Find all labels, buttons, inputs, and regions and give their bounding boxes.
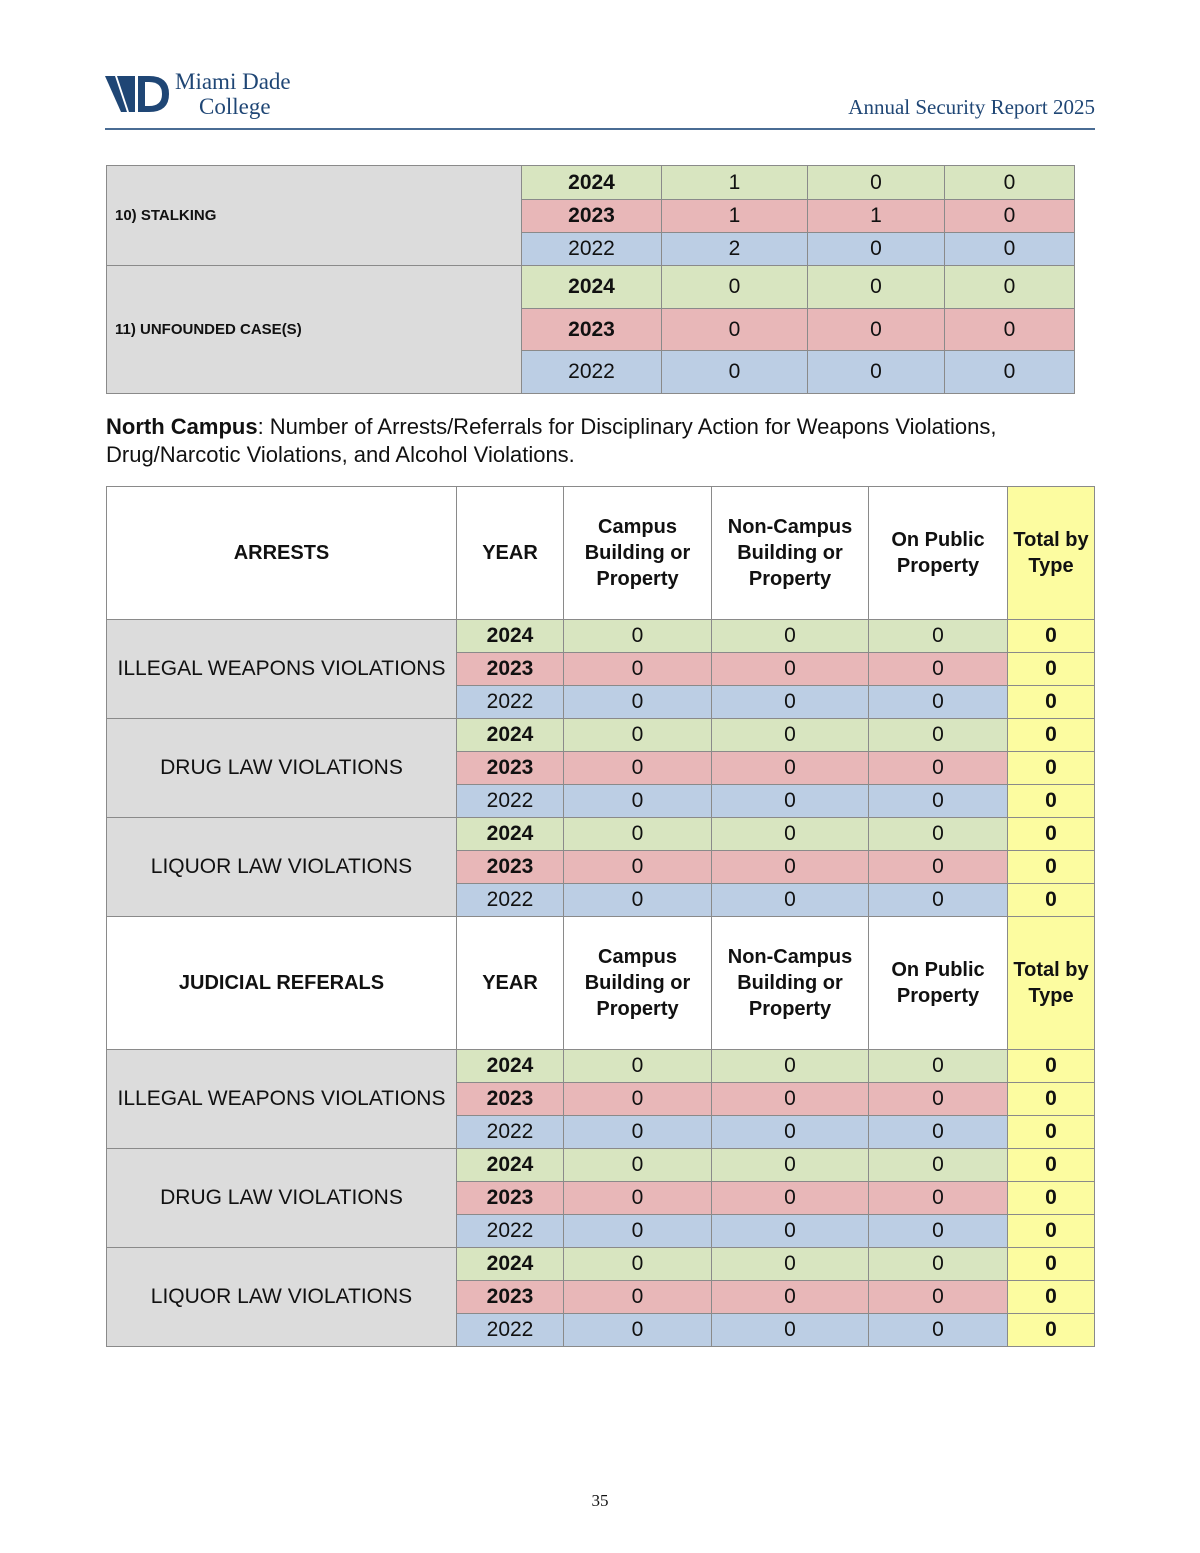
table-caption <box>106 413 1096 469</box>
campus-cell: 0 <box>564 1149 712 1182</box>
logo-text-line1: Miami Dade <box>175 69 291 94</box>
category-label: DRUG LAW VIOLATIONS <box>107 1149 457 1248</box>
campus-cell: 0 <box>564 686 712 719</box>
column-header-total: Total by Type <box>1008 917 1095 1050</box>
value-cell: 0 <box>945 266 1075 309</box>
campus-cell: 0 <box>564 1215 712 1248</box>
noncampus-cell: 0 <box>712 851 869 884</box>
table-row <box>107 266 1075 309</box>
page-header <box>105 66 1095 130</box>
arrests-referrals-table <box>106 486 1095 1347</box>
year-cell: 2023 <box>457 1182 564 1215</box>
value-cell: 2 <box>662 233 808 266</box>
total-cell: 0 <box>1008 1083 1095 1116</box>
noncampus-cell: 0 <box>712 1314 869 1347</box>
year-cell: 2022 <box>457 1116 564 1149</box>
column-header-campus: Campus Building or Property <box>564 487 712 620</box>
column-header-noncampus: Non-Campus Building or Property <box>712 917 869 1050</box>
noncampus-cell: 0 <box>712 884 869 917</box>
year-cell: 2023 <box>457 851 564 884</box>
total-cell: 0 <box>1008 818 1095 851</box>
noncampus-cell: 0 <box>712 686 869 719</box>
noncampus-cell: 0 <box>712 620 869 653</box>
noncampus-cell: 0 <box>712 1083 869 1116</box>
table-row <box>107 1149 1095 1182</box>
column-header-noncampus: Non-Campus Building or Property <box>712 487 869 620</box>
public-cell: 0 <box>869 752 1008 785</box>
year-cell: 2023 <box>457 1281 564 1314</box>
noncampus-cell: 0 <box>712 1149 869 1182</box>
noncampus-cell: 0 <box>712 752 869 785</box>
public-cell: 0 <box>869 1215 1008 1248</box>
total-cell: 0 <box>1008 1314 1095 1347</box>
public-cell: 0 <box>869 620 1008 653</box>
category-label: DRUG LAW VIOLATIONS <box>107 719 457 818</box>
noncampus-cell: 0 <box>712 1248 869 1281</box>
noncampus-cell: 0 <box>712 1215 869 1248</box>
total-cell: 0 <box>1008 752 1095 785</box>
noncampus-cell: 0 <box>712 1182 869 1215</box>
noncampus-cell: 0 <box>712 818 869 851</box>
public-cell: 0 <box>869 1050 1008 1083</box>
table-row <box>107 166 1075 200</box>
year-cell: 2023 <box>457 1083 564 1116</box>
noncampus-cell: 0 <box>712 785 869 818</box>
year-cell: 2023 <box>522 309 662 351</box>
year-cell: 2022 <box>457 686 564 719</box>
value-cell: 0 <box>808 266 945 309</box>
value-cell: 0 <box>662 309 808 351</box>
total-cell: 0 <box>1008 851 1095 884</box>
offense-label: 11) UNFOUNDED CASE(S) <box>107 266 522 394</box>
year-cell: 2024 <box>457 719 564 752</box>
public-cell: 0 <box>869 1116 1008 1149</box>
caption-campus: North Campus <box>106 414 258 439</box>
noncampus-cell: 0 <box>712 1050 869 1083</box>
value-cell: 0 <box>945 309 1075 351</box>
value-cell: 0 <box>945 200 1075 233</box>
table-row <box>107 1050 1095 1083</box>
campus-cell: 0 <box>564 884 712 917</box>
value-cell: 0 <box>808 309 945 351</box>
column-header-campus: Campus Building or Property <box>564 917 712 1050</box>
value-cell: 0 <box>808 351 945 394</box>
md-logo-icon <box>105 72 171 116</box>
public-cell: 0 <box>869 884 1008 917</box>
column-header-total: Total by Type <box>1008 487 1095 620</box>
report-title: Annual Security Report 2025 <box>848 95 1095 119</box>
noncampus-cell: 0 <box>712 653 869 686</box>
header-row <box>107 487 1095 620</box>
campus-cell: 0 <box>564 620 712 653</box>
campus-cell: 0 <box>564 785 712 818</box>
logo-text-line2: College <box>199 94 271 119</box>
total-cell: 0 <box>1008 620 1095 653</box>
campus-cell: 0 <box>564 1248 712 1281</box>
total-cell: 0 <box>1008 785 1095 818</box>
total-cell: 0 <box>1008 884 1095 917</box>
campus-cell: 0 <box>564 653 712 686</box>
public-cell: 0 <box>869 686 1008 719</box>
total-cell: 0 <box>1008 686 1095 719</box>
public-cell: 0 <box>869 1281 1008 1314</box>
table-row <box>107 1248 1095 1281</box>
value-cell: 1 <box>662 166 808 200</box>
year-cell: 2024 <box>457 1050 564 1083</box>
section-title: ARRESTS <box>107 487 457 620</box>
public-cell: 0 <box>869 1314 1008 1347</box>
year-cell: 2023 <box>457 752 564 785</box>
column-header-public: On Public Property <box>869 917 1008 1050</box>
column-header-year: YEAR <box>457 487 564 620</box>
year-cell: 2024 <box>457 620 564 653</box>
public-cell: 0 <box>869 1083 1008 1116</box>
noncampus-cell: 0 <box>712 1281 869 1314</box>
year-cell: 2022 <box>457 1314 564 1347</box>
total-cell: 0 <box>1008 1248 1095 1281</box>
total-cell: 0 <box>1008 1116 1095 1149</box>
total-cell: 0 <box>1008 1215 1095 1248</box>
value-cell: 0 <box>662 266 808 309</box>
value-cell: 0 <box>945 351 1075 394</box>
caption-text: : Number of Arrests/Referrals for Disciplinary Action for Weapons Violations, Drug/Narcotic Violations, and Alcohol Violations. <box>106 414 997 467</box>
campus-cell: 0 <box>564 719 712 752</box>
year-cell: 2024 <box>457 1149 564 1182</box>
noncampus-cell: 0 <box>712 719 869 752</box>
year-cell: 2023 <box>457 653 564 686</box>
year-cell: 2024 <box>522 266 662 309</box>
year-cell: 2022 <box>522 233 662 266</box>
table-row <box>107 719 1095 752</box>
total-cell: 0 <box>1008 1281 1095 1314</box>
table-row <box>107 620 1095 653</box>
year-cell: 2022 <box>457 785 564 818</box>
total-cell: 0 <box>1008 653 1095 686</box>
total-cell: 0 <box>1008 1149 1095 1182</box>
total-cell: 0 <box>1008 1050 1095 1083</box>
year-cell: 2022 <box>457 1215 564 1248</box>
campus-cell: 0 <box>564 851 712 884</box>
campus-cell: 0 <box>564 1050 712 1083</box>
college-logo <box>105 70 315 122</box>
column-header-public: On Public Property <box>869 487 1008 620</box>
header-row <box>107 917 1095 1050</box>
total-cell: 0 <box>1008 1182 1095 1215</box>
year-cell: 2024 <box>522 166 662 200</box>
value-cell: 0 <box>808 166 945 200</box>
total-cell: 0 <box>1008 719 1095 752</box>
category-label: ILLEGAL WEAPONS VIOLATIONS <box>107 620 457 719</box>
column-header-year: YEAR <box>457 917 564 1050</box>
public-cell: 0 <box>869 653 1008 686</box>
public-cell: 0 <box>869 1248 1008 1281</box>
table-row <box>107 818 1095 851</box>
year-cell: 2022 <box>457 884 564 917</box>
public-cell: 0 <box>869 818 1008 851</box>
campus-cell: 0 <box>564 1182 712 1215</box>
noncampus-cell: 0 <box>712 1116 869 1149</box>
campus-cell: 0 <box>564 752 712 785</box>
category-label: LIQUOR LAW VIOLATIONS <box>107 1248 457 1347</box>
campus-cell: 0 <box>564 1083 712 1116</box>
value-cell: 1 <box>808 200 945 233</box>
campus-cell: 0 <box>564 1314 712 1347</box>
value-cell: 0 <box>662 351 808 394</box>
public-cell: 0 <box>869 1149 1008 1182</box>
category-label: ILLEGAL WEAPONS VIOLATIONS <box>107 1050 457 1149</box>
category-label: LIQUOR LAW VIOLATIONS <box>107 818 457 917</box>
public-cell: 0 <box>869 785 1008 818</box>
campus-cell: 0 <box>564 818 712 851</box>
year-cell: 2024 <box>457 1248 564 1281</box>
public-cell: 0 <box>869 719 1008 752</box>
campus-cell: 0 <box>564 1281 712 1314</box>
year-cell: 2023 <box>522 200 662 233</box>
public-cell: 0 <box>869 1182 1008 1215</box>
value-cell: 0 <box>945 166 1075 200</box>
page-number: 35 <box>591 1491 609 1510</box>
year-cell: 2022 <box>522 351 662 394</box>
campus-cell: 0 <box>564 1116 712 1149</box>
section-title: JUDICIAL REFERALS <box>107 917 457 1050</box>
value-cell: 0 <box>808 233 945 266</box>
year-cell: 2024 <box>457 818 564 851</box>
value-cell: 0 <box>945 233 1075 266</box>
offense-label: 10) STALKING <box>107 166 522 266</box>
public-cell: 0 <box>869 851 1008 884</box>
value-cell: 1 <box>662 200 808 233</box>
stalking-unfounded-table <box>106 165 1075 394</box>
